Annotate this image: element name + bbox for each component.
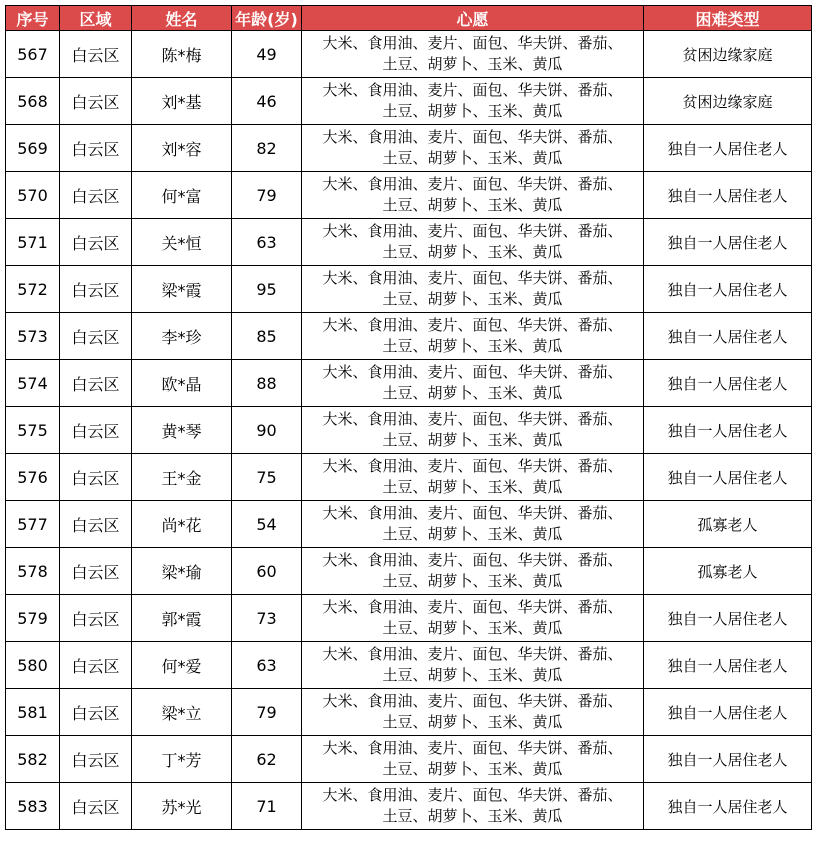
wish-line-1: 大米、食用油、麦片、面包、华夫饼、番茄、 [322, 34, 623, 52]
cell-name: 关*恒 [132, 219, 232, 266]
table-row [6, 501, 812, 548]
table-row [6, 783, 812, 830]
cell-age: 73 [232, 595, 302, 642]
cell-name: 尚*花 [132, 501, 232, 548]
cell-age: 85 [232, 313, 302, 360]
cell-district: 白云区 [60, 125, 132, 172]
cell-name: 梁*霞 [132, 266, 232, 313]
table-row [6, 78, 812, 125]
table-body [6, 31, 812, 830]
cell-wish [302, 360, 644, 407]
table-row [6, 219, 812, 266]
wish-line-1: 大米、食用油、麦片、面包、华夫饼、番茄、 [322, 786, 623, 804]
cell-age: 75 [232, 454, 302, 501]
cell-difficulty-type: 孤寡老人 [644, 501, 812, 548]
header-wish: 心愿 [302, 6, 644, 31]
cell-age: 90 [232, 407, 302, 454]
cell-name: 欧*晶 [132, 360, 232, 407]
cell-age: 62 [232, 736, 302, 783]
cell-district: 白云区 [60, 313, 132, 360]
cell-difficulty-type: 独自一人居住老人 [644, 783, 812, 830]
cell-district: 白云区 [60, 595, 132, 642]
cell-age: 71 [232, 783, 302, 830]
cell-id: 583 [6, 783, 60, 830]
wish-line-2: 土豆、胡萝卜、玉米、黄瓜 [382, 619, 563, 637]
cell-id: 567 [6, 31, 60, 78]
cell-district: 白云区 [60, 407, 132, 454]
table-row [6, 548, 812, 595]
cell-age: 63 [232, 219, 302, 266]
cell-difficulty-type: 贫困边缘家庭 [644, 78, 812, 125]
cell-name: 梁*瑜 [132, 548, 232, 595]
table-row [6, 454, 812, 501]
cell-name: 丁*芳 [132, 736, 232, 783]
cell-difficulty-type: 独自一人居住老人 [644, 595, 812, 642]
cell-name: 黄*琴 [132, 407, 232, 454]
wish-line-1: 大米、食用油、麦片、面包、华夫饼、番茄、 [322, 692, 623, 710]
cell-wish [302, 548, 644, 595]
table-row [6, 642, 812, 689]
wish-line-1: 大米、食用油、麦片、面包、华夫饼、番茄、 [322, 739, 623, 757]
cell-wish [302, 219, 644, 266]
cell-wish [302, 689, 644, 736]
cell-id: 575 [6, 407, 60, 454]
wish-line-1: 大米、食用油、麦片、面包、华夫饼、番茄、 [322, 410, 623, 428]
cell-difficulty-type: 独自一人居住老人 [644, 266, 812, 313]
cell-age: 79 [232, 689, 302, 736]
wish-line-2: 土豆、胡萝卜、玉米、黄瓜 [382, 525, 563, 543]
table-row [6, 125, 812, 172]
cell-wish [302, 78, 644, 125]
cell-wish [302, 501, 644, 548]
cell-difficulty-type: 独自一人居住老人 [644, 407, 812, 454]
cell-difficulty-type: 独自一人居住老人 [644, 454, 812, 501]
wish-line-2: 土豆、胡萝卜、玉米、黄瓜 [382, 196, 563, 214]
cell-wish [302, 31, 644, 78]
wish-line-1: 大米、食用油、麦片、面包、华夫饼、番茄、 [322, 504, 623, 522]
cell-age: 49 [232, 31, 302, 78]
wish-line-1: 大米、食用油、麦片、面包、华夫饼、番茄、 [322, 128, 623, 146]
cell-id: 581 [6, 689, 60, 736]
table-row [6, 736, 812, 783]
cell-district: 白云区 [60, 219, 132, 266]
cell-name: 梁*立 [132, 689, 232, 736]
wish-line-1: 大米、食用油、麦片、面包、华夫饼、番茄、 [322, 645, 623, 663]
cell-wish [302, 642, 644, 689]
cell-name: 王*金 [132, 454, 232, 501]
table-row [6, 172, 812, 219]
cell-id: 578 [6, 548, 60, 595]
cell-name: 李*珍 [132, 313, 232, 360]
cell-difficulty-type: 独自一人居住老人 [644, 736, 812, 783]
cell-wish [302, 736, 644, 783]
wish-line-2: 土豆、胡萝卜、玉米、黄瓜 [382, 760, 563, 778]
table-row [6, 266, 812, 313]
wish-line-2: 土豆、胡萝卜、玉米、黄瓜 [382, 149, 563, 167]
cell-difficulty-type: 独自一人居住老人 [644, 172, 812, 219]
cell-district: 白云区 [60, 172, 132, 219]
wish-line-1: 大米、食用油、麦片、面包、华夫饼、番茄、 [322, 81, 623, 99]
cell-id: 570 [6, 172, 60, 219]
wish-line-2: 土豆、胡萝卜、玉米、黄瓜 [382, 55, 563, 73]
cell-id: 580 [6, 642, 60, 689]
cell-id: 569 [6, 125, 60, 172]
cell-wish [302, 313, 644, 360]
table-row [6, 360, 812, 407]
wish-line-1: 大米、食用油、麦片、面包、华夫饼、番茄、 [322, 175, 623, 193]
header-difficulty-type: 困难类型 [644, 6, 812, 31]
cell-name: 刘*基 [132, 78, 232, 125]
wish-line-2: 土豆、胡萝卜、玉米、黄瓜 [382, 478, 563, 496]
cell-name: 刘*容 [132, 125, 232, 172]
cell-district: 白云区 [60, 78, 132, 125]
cell-name: 何*富 [132, 172, 232, 219]
wish-list-table [5, 5, 812, 830]
table-row [6, 689, 812, 736]
cell-age: 79 [232, 172, 302, 219]
cell-difficulty-type: 独自一人居住老人 [644, 360, 812, 407]
wish-line-1: 大米、食用油、麦片、面包、华夫饼、番茄、 [322, 316, 623, 334]
wish-line-1: 大米、食用油、麦片、面包、华夫饼、番茄、 [322, 598, 623, 616]
wish-line-2: 土豆、胡萝卜、玉米、黄瓜 [382, 431, 563, 449]
cell-age: 82 [232, 125, 302, 172]
header-row [6, 6, 812, 31]
table-header [6, 6, 812, 31]
cell-district: 白云区 [60, 454, 132, 501]
cell-age: 54 [232, 501, 302, 548]
cell-age: 88 [232, 360, 302, 407]
cell-district: 白云区 [60, 548, 132, 595]
wish-line-2: 土豆、胡萝卜、玉米、黄瓜 [382, 243, 563, 261]
cell-age: 63 [232, 642, 302, 689]
cell-age: 60 [232, 548, 302, 595]
cell-name: 何*爱 [132, 642, 232, 689]
cell-difficulty-type: 独自一人居住老人 [644, 642, 812, 689]
cell-difficulty-type: 贫困边缘家庭 [644, 31, 812, 78]
cell-id: 568 [6, 78, 60, 125]
cell-district: 白云区 [60, 31, 132, 78]
cell-difficulty-type: 独自一人居住老人 [644, 125, 812, 172]
table-row [6, 595, 812, 642]
cell-wish [302, 407, 644, 454]
wish-line-1: 大米、食用油、麦片、面包、华夫饼、番茄、 [322, 269, 623, 287]
cell-wish [302, 266, 644, 313]
wish-line-2: 土豆、胡萝卜、玉米、黄瓜 [382, 666, 563, 684]
cell-id: 571 [6, 219, 60, 266]
wish-line-2: 土豆、胡萝卜、玉米、黄瓜 [382, 384, 563, 402]
table-row [6, 313, 812, 360]
cell-district: 白云区 [60, 783, 132, 830]
wish-line-2: 土豆、胡萝卜、玉米、黄瓜 [382, 337, 563, 355]
cell-name: 苏*光 [132, 783, 232, 830]
wish-line-2: 土豆、胡萝卜、玉米、黄瓜 [382, 713, 563, 731]
wish-line-1: 大米、食用油、麦片、面包、华夫饼、番茄、 [322, 457, 623, 475]
cell-id: 577 [6, 501, 60, 548]
wish-line-1: 大米、食用油、麦片、面包、华夫饼、番茄、 [322, 222, 623, 240]
wish-line-2: 土豆、胡萝卜、玉米、黄瓜 [382, 102, 563, 120]
cell-district: 白云区 [60, 266, 132, 313]
wish-line-2: 土豆、胡萝卜、玉米、黄瓜 [382, 290, 563, 308]
cell-difficulty-type: 独自一人居住老人 [644, 219, 812, 266]
cell-difficulty-type: 独自一人居住老人 [644, 689, 812, 736]
cell-age: 95 [232, 266, 302, 313]
cell-id: 573 [6, 313, 60, 360]
cell-wish [302, 172, 644, 219]
cell-age: 46 [232, 78, 302, 125]
cell-name: 郭*霞 [132, 595, 232, 642]
cell-difficulty-type: 独自一人居住老人 [644, 313, 812, 360]
cell-difficulty-type: 孤寡老人 [644, 548, 812, 595]
wish-line-2: 土豆、胡萝卜、玉米、黄瓜 [382, 572, 563, 590]
header-name: 姓名 [132, 6, 232, 31]
table-row [6, 407, 812, 454]
wish-line-2: 土豆、胡萝卜、玉米、黄瓜 [382, 807, 563, 825]
cell-id: 574 [6, 360, 60, 407]
cell-district: 白云区 [60, 736, 132, 783]
cell-id: 582 [6, 736, 60, 783]
cell-id: 576 [6, 454, 60, 501]
wish-line-1: 大米、食用油、麦片、面包、华夫饼、番茄、 [322, 551, 623, 569]
cell-district: 白云区 [60, 501, 132, 548]
cell-wish [302, 454, 644, 501]
cell-wish [302, 125, 644, 172]
cell-district: 白云区 [60, 689, 132, 736]
header-age: 年龄(岁) [232, 6, 302, 31]
cell-name: 陈*梅 [132, 31, 232, 78]
table-row [6, 31, 812, 78]
cell-id: 579 [6, 595, 60, 642]
cell-wish [302, 783, 644, 830]
header-district: 区域 [60, 6, 132, 31]
cell-wish [302, 595, 644, 642]
cell-district: 白云区 [60, 642, 132, 689]
header-id: 序号 [6, 6, 60, 31]
cell-district: 白云区 [60, 360, 132, 407]
cell-id: 572 [6, 266, 60, 313]
wish-line-1: 大米、食用油、麦片、面包、华夫饼、番茄、 [322, 363, 623, 381]
